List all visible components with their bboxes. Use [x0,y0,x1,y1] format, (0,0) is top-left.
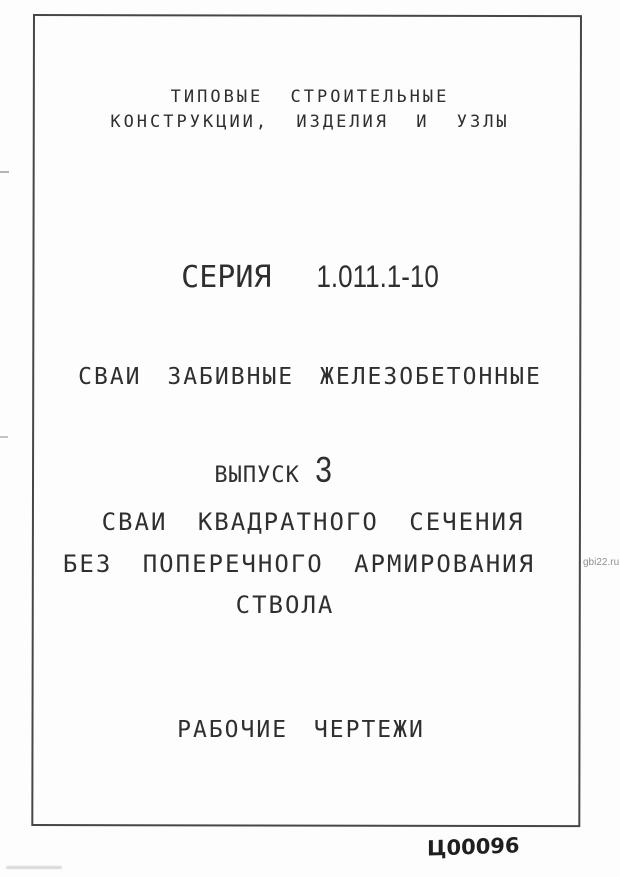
doc-category-line2: КОНСТРУКЦИИ, ИЗДЕЛИЯ И УЗЛЫ [110,112,510,132]
doc-title-line1: СВАИ КВАДРАТНОГО СЕЧЕНИЯ [101,508,525,536]
doc-category-line1: ТИПОВЫЕ СТРОИТЕЛЬНЫЕ [170,87,450,107]
issue-number: 3 [314,450,333,491]
watermark-text: gbi22.ru [583,557,620,568]
doc-subtitle: СВАИ ЗАБИВНЫЕ ЖЕЛЕЗОБЕТОННЫЕ [78,364,542,390]
issue-label: ВЫПУСК [214,463,300,488]
issue-line [0,450,583,491]
scan-artifact-tick-lower [0,436,8,438]
scan-artifact-tick-upper [0,171,9,173]
doc-title-line2: БЕЗ ПОПЕРЕЧНОГО АРМИРОВАНИЯ [62,550,536,578]
doc-footer-label: РАБОЧИЕ ЧЕРТЕЖИ [177,717,425,743]
handwritten-inventory-number: Ц00096 [427,833,520,861]
scan-artifact-smudge [6,866,62,869]
series-number: 1.011.1-10 [316,258,439,295]
doc-title-line3: СТВОЛА [235,591,335,619]
drawing-frame-border [31,14,582,827]
series-label: СЕРИЯ [181,260,272,295]
series-line [0,258,620,295]
